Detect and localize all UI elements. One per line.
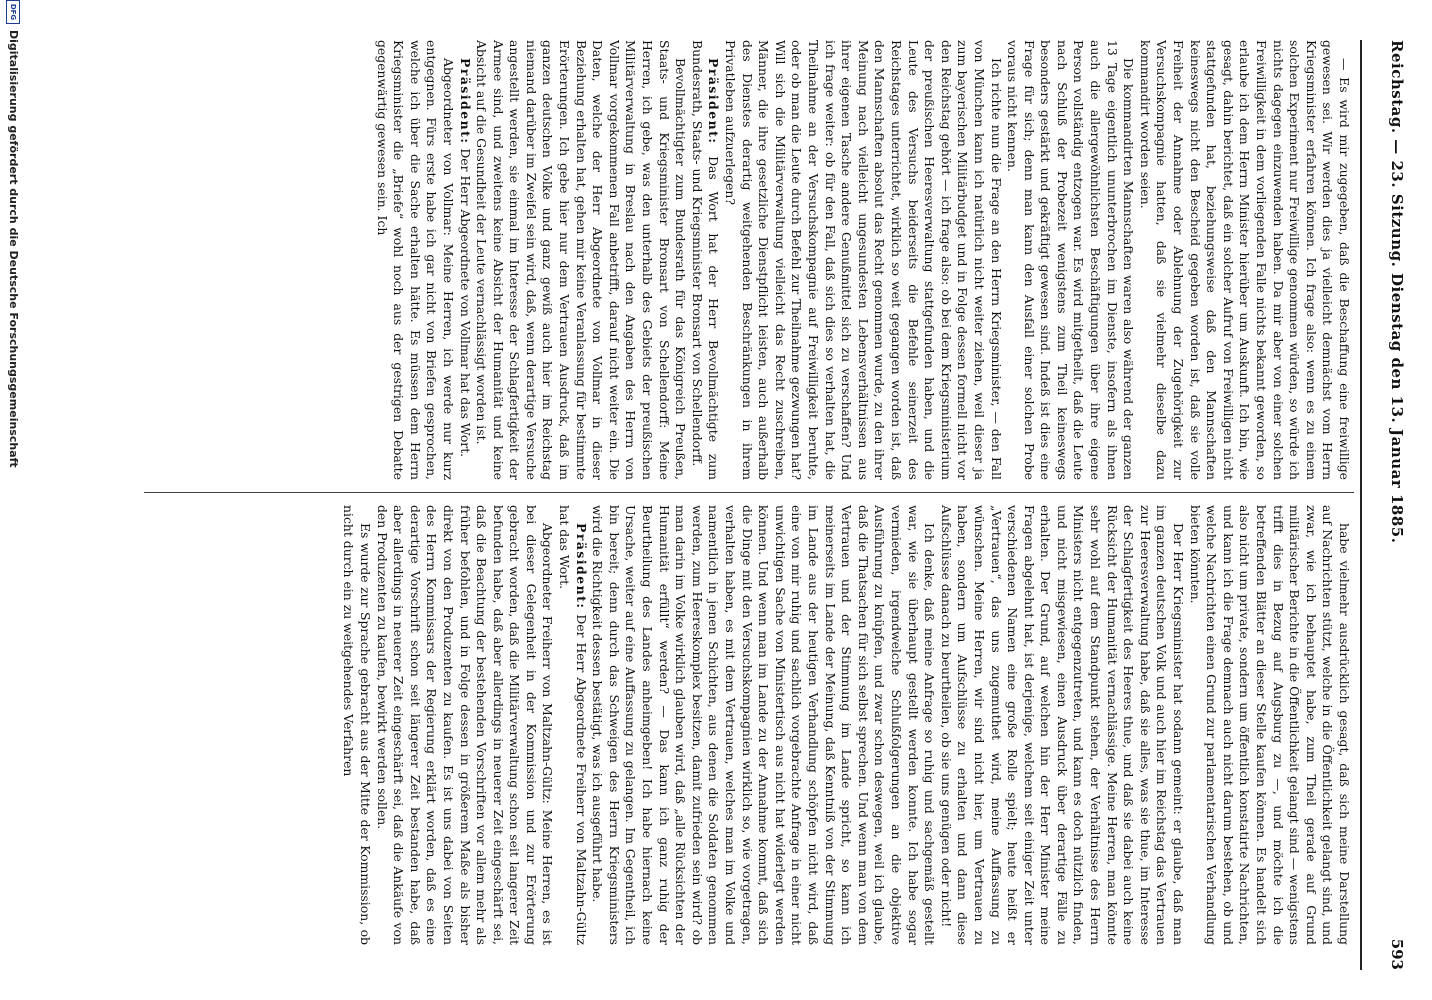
column-divider xyxy=(144,492,1354,493)
page-number: 593 xyxy=(1388,938,1406,970)
speech-paragraph xyxy=(688,40,721,480)
paragraph: Die kommandirten Mannschaften waren also während der ganzen 13 Tage eigentlich ununterbrochen im Dienste, insofern als ihnen auch die allergewöhnlichsten Beschäftigungen über ihre eigene Person vollständig entzogen war. Es wird mitgetheilt, daß die Leute nach Schluß der Probezeit wenigstens zum Theil keineswegs besonders gestärkt und gekräftigt gewesen sind. Indeß ist dies eine Frage für sich; denn man kann den Ausfall einer solchen Probe voraus nicht kennen. xyxy=(1005,40,1137,480)
paragraph: Es wurde zur Sprache gebracht aus der Mitte der Kommission, ob nicht durch ein zu weitgehendes Verfahren xyxy=(341,505,373,945)
digitization-footer xyxy=(0,0,27,1000)
paragraph: Ich denke, daß meine Anfrage so ruhig und sachgemäß gestellt war, wie sie überhaupt gestellt werden konnte. Ich habe sogar vermieden, irgendwelche Schlußfolgerungen an die objektive Ausführung zu knüpfen, und zwar schon deswegen, weil ich glaube, daß die Thatsachen für sich selbst sprechen. Und wenn man von dem Vertrauen und der Stimmung im Lande spricht, so kann ich meinerseits im Lande der Meinung, daß Kenntniß von der Stimmung im Lande aus der heutigen Verhandlung schöpfen nicht wird, daß eine von mir ruhig und sachlich vorgebrachte Anfrage in einer nicht unwichtigen Sache von Ministertisch aus nicht hat widerlegt werden können. Und wenn man im Lande zu der Annahme kommt, daß sich die Dinge mit den Versuchskompagnien wirklich so, wie vorgetragen, verhalten haben, es mit dem Vertrauen, welches man im Volke und namentlich in jenen Schichten, aus denen die Soldaten genommen werden, zum Heereskomplex besitzen, damit zufrieden sein wird? ob man darin im Volke wirklich glauben wird, daß „alle Rücksichten der Humanität erfüllt“ werden? — Das kann ich ganz ruhig der Beurtheilung des Landes anheimgeben! Ich habe hiernach keine Ursache, weiter auf eine Auffassung zu gelangen. Im Gegentheil, ich bin bereit; denn durch das Schweigen des Herrn Kriegsministers wird die Richtigkeit dessen bestätigt, was ich ausgeführt habe. xyxy=(590,505,938,945)
paragraph: Abgeordneter Freiherr von Maltzahn-Gültz: Meine Herren, es ist bei dieser Gelegenheit in der Kommission und zur Erörterung gebracht worden, daß die Militärverwaltung schon seit langerer Zeit befunden habe, daß aber allerdings in neuerer Zeit eingeschärft sei, daß die Beachtung der bestehenden Vorschriften vor allem mehr als früher befohlen, und in Folge dessen in größerem Maße als bisher direkt von den Produzenten zu kaufen. Es ist uns dabei von Seiten des Herrn Kommissars der Regierung erklärt worden, daß es eine derartige Vorschrift schon seit längerer Zeit bestanden habe, daß aber allerdings in neuerer Zeit eingeschärft sei, daß die Ankäufe von den Produzenten zu kaufen, bewirkt werden sollen. xyxy=(374,505,556,945)
page-header xyxy=(1360,40,1432,970)
speaker-label: Präsident: xyxy=(706,58,722,145)
paragraph: Abgeordneter von Vollmar: Meine Herren, ich werde nur kurz entgegnen. Fürs erste habe ich gar nicht von Briefen gesprochen, welche ich über die Sache erhalten hätte. Es müssen dem Herrn Kriegsminister die „Briefe“ wohl noch aus der gestrigen Debatte gegenwärtig gewesen sein. Ich xyxy=(374,40,456,480)
page-title: Reichstag. — 23. Sitzung. Dienstag den 13. Januar 1885. xyxy=(1388,40,1406,544)
dfg-logo-icon: DFG xyxy=(7,0,21,24)
footer-text: Digitalisierung gefördert durch die Deutsche Forschungsgemeinschaft xyxy=(7,30,20,468)
speaker-label: Präsident: xyxy=(457,58,473,145)
left-column xyxy=(373,40,1352,480)
paragraph: Bevollmächtigter zum Bundesrath für das Königreich Preußen, Staats- und Kriegsminister Bronsart von Schellendorff: Meine Herren, ich gebe, was den unterhalb des Gebiets der preußischen Militärverwaltung in Breslau nach den Angaben des Herrn von Vollmar vorgekommenen Fall anbetrifft, darauf nicht weiter ein. Die Daten, welche der Herr Abgeordnete von Vollmar in dieser Beziehung erhalten hat, gehen mir keine Veranlassung für bestimmte Erörterungen. Ich gebe hier nur dem Vertrauen Ausdruck, daß im ganzen deutschen Volke und ganz gewiß auch hier im Reichstag niemand darüber im Zweifel sein wird, daß, wenn derartige Versuche angestellt werden, sie einmal im Interesse der Schlagfertigkeit der Armee sind, und zweitens keine Absicht der Humanität und keine Absicht auf die Gesundheit der Leute vernachlässigt worden ist. xyxy=(474,40,689,480)
paragraph: habe vielmehr ausdrücklich gesagt, daß sich meine Darstellung auf Nachrichten stützt, welche in die Öffentlichkeit gelangt sind, und zwar, wie ich behauptet habe, zum Theil gerade auf Grund militärischer Berichte in die Öffentlichkeit gelangt sind — wenigstens trifft dies in Bezug auf Augsburg zu —, und möchte ich die betreffenden Blätter an dieser Stelle kaufen können. Es handelt sich also nicht um private, sondern um öffentlich konstatirte Nachrichten, und kann ich die Frage demnach auch nicht darum bestehen, ob und welche Nachrichten einen Grund zur parlamentarischen Verhandlung bieten könnten. xyxy=(1187,505,1352,945)
speaker-label: Präsident: xyxy=(573,523,589,610)
right-column xyxy=(340,505,1352,945)
speech-paragraph xyxy=(456,40,473,480)
speech-text: Der Herr Abgeordnete von Vollmar hat das Wort. xyxy=(457,148,473,458)
paragraph: Ich richte nun die Frage an den Herrn Kriegsminister, — den Fall von München kann ich natürlich nicht weiter ziehen, weil dieser ja zum bayerischen Militärbudget und in Folge dessen formell nicht vor den Reichstag gehört — ich frage also: ob bei dem Kriegsministerium der preußischen Heeresverwaltung stattgefunden haben, und die Leute des Versuchs beiderseits die Befehle seinerzeit des Reichstages unterrichtet, wirklich so weit gegangen worden ist, daß den Mannschaften absolut das Recht genommen wurde, zu den ihrer Meinung nach vielleicht ungesundesten Lebensverhältnissen aus ihrer eigenen Tasche andere Genußmittel sich zu verschaffen? Und ich frage weiter: ob für den Fall, daß sich dies so verhalten hat, die Theilnahme an der Versuchskompagnie auf Freiwilligkeit beruhte, oder ob man die Leute durch Befehl zur Theilnahme gezwungen hat? Will sich die Militärverwaltung vielleicht das Recht zuschreiben, Männer, die ihre gesetzliche Dienstpflicht leisten, auch außerhalb des Dienstes derartig weitgehenden Beschränkungen in ihrem Privatleben aufzuerlegen? xyxy=(723,40,1004,480)
paragraph: — Es wird mir zugegeben, daß die Beschaffung eine freiwillige gewesen sei. Wir werden dies ja vielleicht demnächst vom Herrn Kriegsminister erfahren können. Ich frage also: wenn es zu einem solchen Experiment nur Freiwillige genommen würden, so würde ich nichts dagegen einzuwenden haben. Da mir aber von einer solchen Freiwilligkeit in dem vorliegenden Falle nichts bekannt geworden, so erlaube ich dem Herrn Minister hierüber um Auskunft. Ich bin, wie gesagt, dahin berichtet, daß ein solcher Aufruf von Freiwilligen nicht stattgefunden hat, beziehungsweise daß den Mannschaften keineswegs nicht den Bescheid gegeben worden ist, daß sie volle Freiheit der Annahme oder Ablehnung der Zugehörigkeit zur Versuchskompagnie hatten, daß sie vielmehr dieselbe dazu kommandirt worden seien. xyxy=(1137,40,1352,480)
speech-text: Der Herr Abgeordnete Freiherr von Maltzahn-Gültz hat das Wort. xyxy=(557,505,589,945)
speech-paragraph xyxy=(556,505,589,945)
paragraph: Der Herr Kriegsminister hat sodann gemeint: er glaube, daß man im ganzen deutschen Volk und auch hier im Reichstag das Vertrauen zur Heeresverwaltung habe, daß sie alles, was sie thue, im Interesse der Schlagfertigkeit des Heeres thue, und daß sie dabei auch keine Rücksicht der Humanität vernachlässige. Meine Herren, man könnte sehr wohl auf dem Standpunkt stehen, der Verhältnisse des Herrn Ministers nicht entgegenzutreten, und kann es doch nützlich finden, und nicht misgewiesen, einen Ausdruck über derartige Fälle zu erhalten. Der Grund, auf welchen hin der Herr Minister meine Fragen abgelehnt hat, ist derjenige, welchem seit einiger Zeit unter verschiedenen Namen eine große Rolle spielt; heute heißt er „Vertrauen“, das uns zugemuthet wird, meine Auffassung zu wünschen. Meine Herren, wir sind nicht hier, um Vertrauen zu haben, sondern um Aufschlüsse zu erhalten und dann diese Aufschlüsse danach zu beurtheilen, ob sie uns genügen oder nicht! xyxy=(938,505,1187,945)
speech-text: Das Wort hat der Herr Bevollmächtigte zum Bundesrath, Staats- und Kriegsminister Bronsart von Schellendorff. xyxy=(689,40,722,480)
